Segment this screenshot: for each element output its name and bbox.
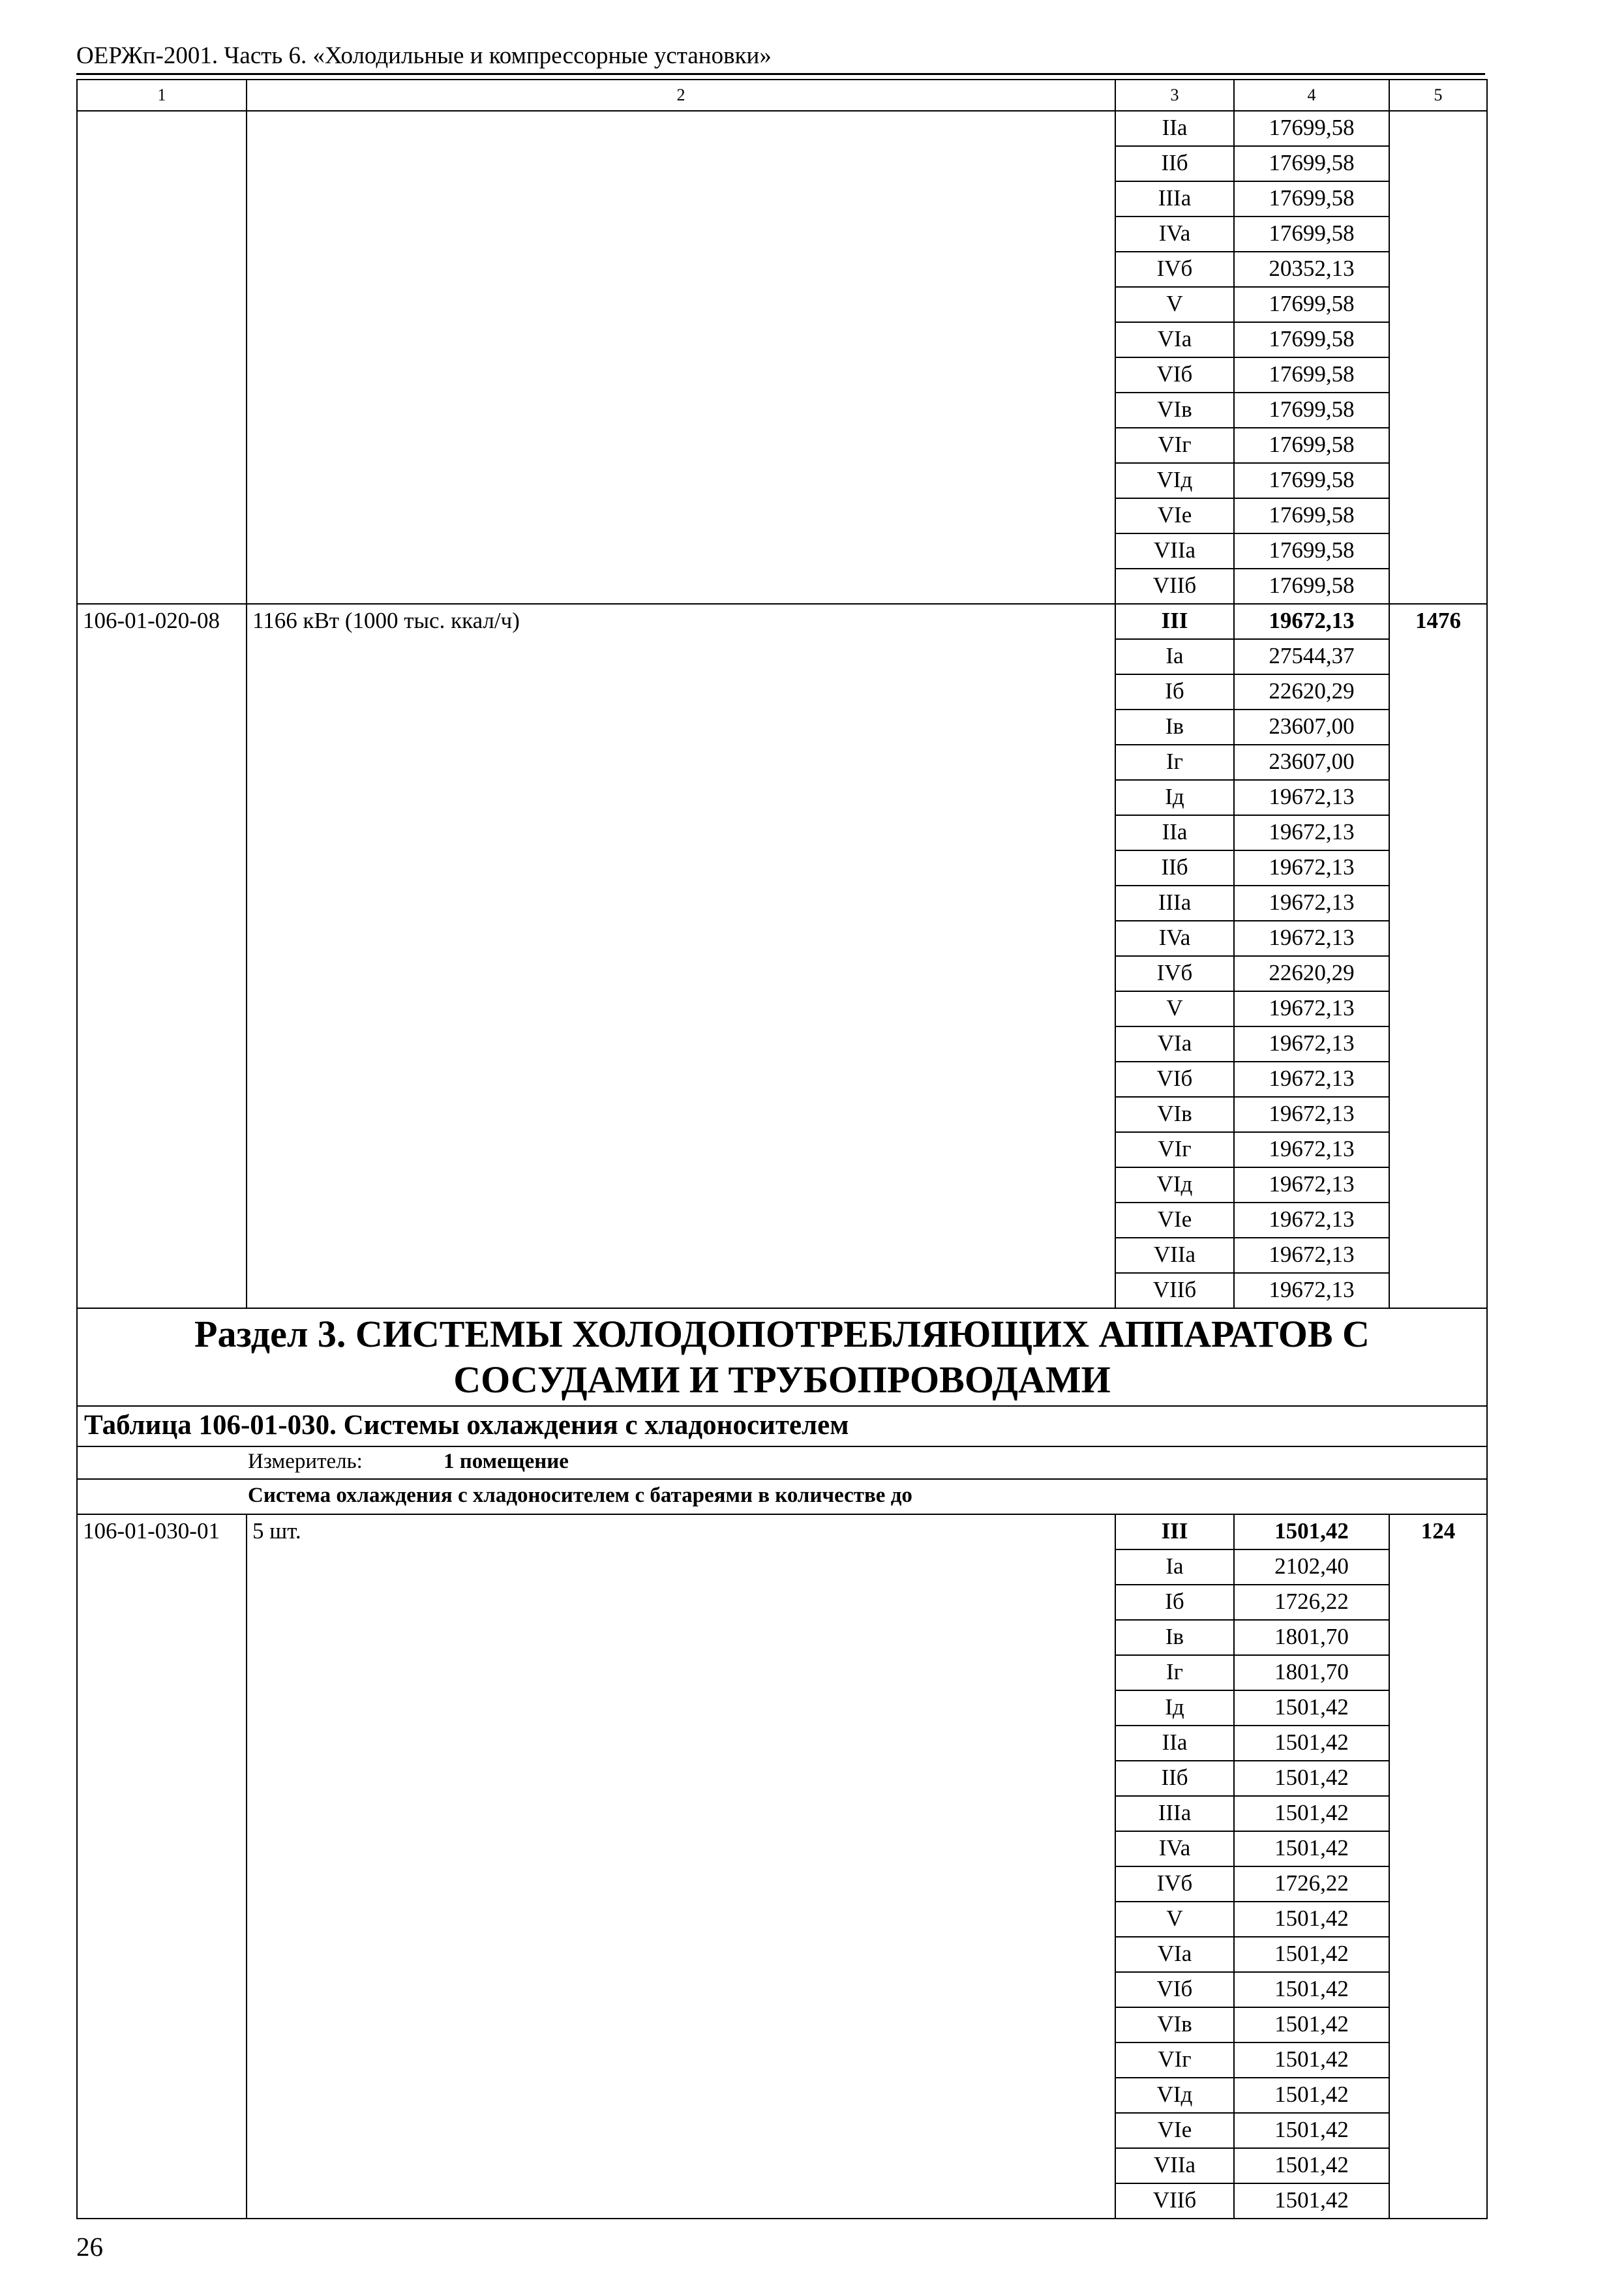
zone-cell: IVб <box>1115 956 1234 991</box>
labor-cost: 1476 <box>1389 604 1487 1308</box>
price-cell: 23607,00 <box>1234 710 1389 745</box>
measure-label: Измеритель: <box>248 1450 363 1473</box>
price-cell: 1501,42 <box>1234 1514 1389 1549</box>
price-cell: 1726,22 <box>1234 1866 1389 1902</box>
zone-cell: Iг <box>1115 1655 1234 1690</box>
zone-cell: V <box>1115 1902 1234 1937</box>
price-cell: 20352,13 <box>1234 252 1389 287</box>
price-cell: 19672,13 <box>1234 1167 1389 1203</box>
zone-cell: IIб <box>1115 1761 1234 1796</box>
price-cell: 19672,13 <box>1234 1203 1389 1238</box>
measure-value: 1 помещение <box>444 1450 569 1473</box>
price-cell: 1501,42 <box>1234 2183 1389 2219</box>
price-cell: 19672,13 <box>1234 1132 1389 1167</box>
zone-cell: Iв <box>1115 710 1234 745</box>
rate-code: 106-01-030-01 <box>77 1514 247 2219</box>
price-cell: 17699,58 <box>1234 322 1389 357</box>
measure-row <box>77 1446 1487 1479</box>
price-cell: 19672,13 <box>1234 1097 1389 1132</box>
zone-cell: VIд <box>1115 1167 1234 1203</box>
zone-cell: VIд <box>1115 2078 1234 2113</box>
price-cell: 1501,42 <box>1234 1902 1389 1937</box>
column-number: 4 <box>1234 80 1389 111</box>
running-header: ОЕРЖп-2001. Часть 6. «Холодильные и компрессорные установки» <box>76 39 1485 75</box>
zone-cell: IVб <box>1115 252 1234 287</box>
zone-cell: VIe <box>1115 2113 1234 2148</box>
zone-cell: IVa <box>1115 921 1234 956</box>
zone-cell: VIIб <box>1115 2183 1234 2219</box>
table-row <box>77 111 1487 146</box>
zone-cell: IIб <box>1115 850 1234 886</box>
price-cell: 17699,58 <box>1234 428 1389 463</box>
zone-cell: VIIб <box>1115 569 1234 604</box>
zone-cell: V <box>1115 287 1234 322</box>
price-cell: 1501,42 <box>1234 1972 1389 2007</box>
price-cell: 17699,58 <box>1234 217 1389 252</box>
price-cell: 17699,58 <box>1234 111 1389 146</box>
table-row <box>77 604 1487 639</box>
price-cell: 1501,42 <box>1234 1937 1389 1972</box>
price-cell: 1501,42 <box>1234 2042 1389 2078</box>
price-cell: 17699,58 <box>1234 533 1389 569</box>
zone-cell: Iб <box>1115 674 1234 710</box>
price-cell: 17699,58 <box>1234 463 1389 498</box>
column-number: 5 <box>1389 80 1487 111</box>
price-cell: 1501,42 <box>1234 1761 1389 1796</box>
zone-cell: VIIa <box>1115 1238 1234 1273</box>
zone-cell: VIa <box>1115 322 1234 357</box>
price-cell: 1501,42 <box>1234 1690 1389 1726</box>
zone-cell: VIe <box>1115 498 1234 533</box>
column-number: 3 <box>1115 80 1234 111</box>
section-title-line: СОСУДАМИ И ТРУБОПРОВОДАМИ <box>453 1358 1111 1401</box>
rate-name <box>247 111 1115 604</box>
zone-cell: VIб <box>1115 1062 1234 1097</box>
zone-cell: VIв <box>1115 1097 1234 1132</box>
zone-cell: VIд <box>1115 463 1234 498</box>
price-cell: 19672,13 <box>1234 886 1389 921</box>
price-cell: 19672,13 <box>1234 1026 1389 1062</box>
zone-cell: VIб <box>1115 357 1234 393</box>
price-cell: 1501,42 <box>1234 2078 1389 2113</box>
zone-cell: IVa <box>1115 217 1234 252</box>
zone-cell: Iг <box>1115 745 1234 780</box>
zone-cell: IIa <box>1115 111 1234 146</box>
price-cell: 1501,42 <box>1234 1796 1389 1831</box>
labor-cost: 124 <box>1389 1514 1487 2219</box>
rate-code <box>77 111 247 604</box>
column-number: 1 <box>77 80 247 111</box>
price-cell: 2102,40 <box>1234 1549 1389 1585</box>
price-cell: 19672,13 <box>1234 815 1389 850</box>
column-number-row <box>77 80 1487 111</box>
zone-cell: VIe <box>1115 1203 1234 1238</box>
price-cell: 19672,13 <box>1234 604 1389 639</box>
measure-cell <box>77 1446 1487 1479</box>
zone-cell: VIв <box>1115 393 1234 428</box>
price-cell: 27544,37 <box>1234 639 1389 674</box>
zone-cell: IIIa <box>1115 886 1234 921</box>
zone-cell: IVб <box>1115 1866 1234 1902</box>
zone-cell: VIIa <box>1115 2148 1234 2183</box>
table-title-row <box>77 1406 1487 1446</box>
zone-cell: Ia <box>1115 639 1234 674</box>
page-number: 26 <box>76 2232 103 2262</box>
zone-cell: IIб <box>1115 146 1234 181</box>
price-cell: 17699,58 <box>1234 357 1389 393</box>
price-table <box>76 79 1488 2219</box>
group-cell <box>77 1479 1487 1514</box>
zone-cell: III <box>1115 1514 1234 1549</box>
rate-code: 106-01-020-08 <box>77 604 247 1308</box>
price-cell: 1501,42 <box>1234 2007 1389 2042</box>
zone-cell: IIa <box>1115 815 1234 850</box>
price-cell: 19672,13 <box>1234 1062 1389 1097</box>
price-cell: 19672,13 <box>1234 921 1389 956</box>
price-cell: 19672,13 <box>1234 1238 1389 1273</box>
price-cell: 1501,42 <box>1234 1831 1389 1866</box>
zone-cell: VIг <box>1115 1132 1234 1167</box>
price-cell: 23607,00 <box>1234 745 1389 780</box>
price-cell: 1501,42 <box>1234 1726 1389 1761</box>
zone-cell: Iб <box>1115 1585 1234 1620</box>
table-title: Таблица 106-01-030. Системы охлаждения с хладоносителем <box>77 1406 1487 1446</box>
price-cell: 19672,13 <box>1234 1273 1389 1308</box>
labor-cost <box>1389 111 1487 604</box>
zone-cell: VIб <box>1115 1972 1234 2007</box>
zone-cell: VIa <box>1115 1937 1234 1972</box>
zone-cell: Iд <box>1115 1690 1234 1726</box>
zone-cell: Iд <box>1115 780 1234 815</box>
price-cell: 17699,58 <box>1234 146 1389 181</box>
zone-cell: VIг <box>1115 428 1234 463</box>
price-cell: 19672,13 <box>1234 850 1389 886</box>
zone-cell: VIa <box>1115 1026 1234 1062</box>
zone-cell: Iв <box>1115 1620 1234 1655</box>
price-cell: 22620,29 <box>1234 956 1389 991</box>
column-number: 2 <box>247 80 1115 111</box>
zone-cell: IVa <box>1115 1831 1234 1866</box>
price-cell: 1726,22 <box>1234 1585 1389 1620</box>
table-row <box>77 1514 1487 1549</box>
zone-cell: VIIб <box>1115 1273 1234 1308</box>
price-cell: 19672,13 <box>1234 780 1389 815</box>
section-heading-row <box>77 1308 1487 1406</box>
price-cell: 1801,70 <box>1234 1655 1389 1690</box>
zone-cell: VIг <box>1115 2042 1234 2078</box>
zone-cell: IIa <box>1115 1726 1234 1761</box>
rate-name: 1166 кВт (1000 тыс. ккал/ч) <box>247 604 1115 1308</box>
rate-name: 5 шт. <box>247 1514 1115 2219</box>
price-cell: 17699,58 <box>1234 498 1389 533</box>
price-cell: 17699,58 <box>1234 287 1389 322</box>
price-cell: 1501,42 <box>1234 2148 1389 2183</box>
group-text: Система охлаждения с хладоносителем с батареями в количестве до <box>248 1484 912 1507</box>
zone-cell: VIв <box>1115 2007 1234 2042</box>
price-cell: 1501,42 <box>1234 2113 1389 2148</box>
price-cell: 17699,58 <box>1234 393 1389 428</box>
zone-cell: VIIa <box>1115 533 1234 569</box>
zone-cell: IIIa <box>1115 181 1234 217</box>
price-cell: 17699,58 <box>1234 569 1389 604</box>
section-title-line: Раздел 3. СИСТЕМЫ ХОЛОДОПОТРЕБЛЯЮЩИХ АППАРАТОВ С <box>194 1313 1370 1355</box>
section-heading <box>77 1308 1487 1406</box>
zone-cell: IIIa <box>1115 1796 1234 1831</box>
price-cell: 17699,58 <box>1234 181 1389 217</box>
price-cell: 22620,29 <box>1234 674 1389 710</box>
zone-cell: V <box>1115 991 1234 1026</box>
price-cell: 1801,70 <box>1234 1620 1389 1655</box>
group-row <box>77 1479 1487 1514</box>
zone-cell: III <box>1115 604 1234 639</box>
zone-cell: Ia <box>1115 1549 1234 1585</box>
price-cell: 19672,13 <box>1234 991 1389 1026</box>
